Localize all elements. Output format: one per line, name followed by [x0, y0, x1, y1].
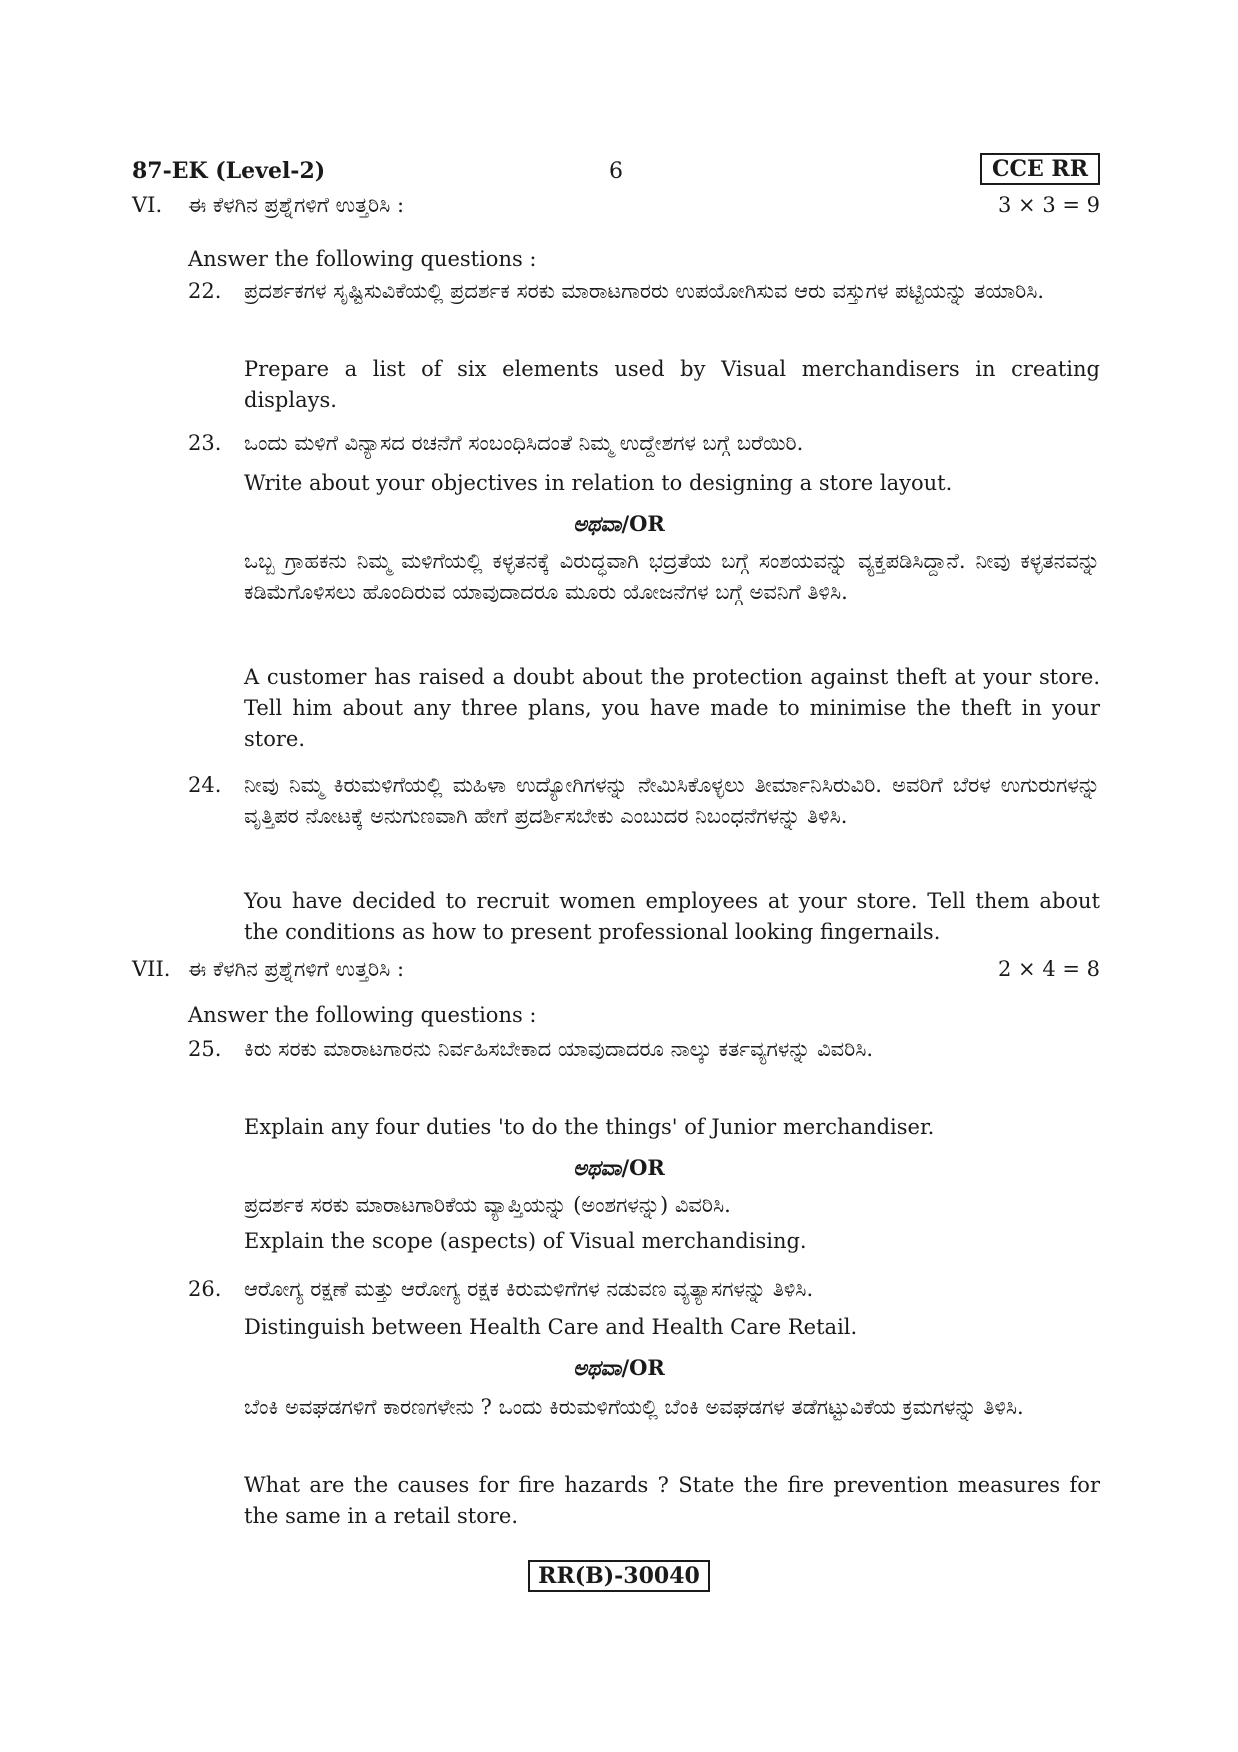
section-number: VI.	[132, 193, 163, 217]
section-marks: 2 × 4 = 8	[998, 957, 1100, 981]
question-text-kannada: ಕಿರು ಸರಕು ಮಾರಾಟಗಾರನು ನಿರ್ವಹಿಸಬೇಕಾದ ಯಾವುದಾದರೂ ನಾಲ್ಕು ಕರ್ತವ್ಯಗಳನ್ನು ವಿವರಿಸಿ.	[244, 1037, 874, 1061]
section-6-header	[132, 190, 1100, 224]
or-divider	[0, 508, 1238, 539]
page-footer	[0, 1560, 1238, 1592]
or-kannada: ಅಥವಾ	[573, 1355, 622, 1380]
alternative-text-kannada: ಒಬ್ಬ ಗ್ರಾಹಕನು ನಿಮ್ಮ ಮಳಿಗೆಯಲ್ಲಿ ಕಳ್ಳತನಕ್ಕೆ ವಿರುದ್ಧವಾಗಿ ಭದ್ರತೆಯ ಬಗ್ಗೆ ಸಂಶಯವನ್ನು ವ್ಯಕ್ತಪಡಿಸಿದ್ದಾನೆ. ನೀವು ಕಳ್ಳತನವನ್ನು ಕಡಿಮೆಗೊಳಿಸಲು ಹೊಂದಿರುವ ಯಾವುದಾದರೂ ಮೂರು ಯೋಜನೆಗಳ ಬಗ್ಗೆ ಅವನಿಗೆ ತಿಳಿಸಿ.	[244, 549, 1100, 604]
question-text-kannada: ಆರೋಗ್ಯ ರಕ್ಷಣೆ ಮತ್ತು ಆರೋಗ್ಯ ರಕ್ಷಕ ಕಿರುಮಳಿಗೆಗಳ ನಡುವಣ ವ್ಯತ್ಯಾಸಗಳನ್ನು ತಿಳಿಸಿ.	[244, 1277, 814, 1301]
section-7-header	[132, 954, 1100, 988]
or-english: /OR	[621, 511, 665, 536]
alternative-text-english: Explain the scope (aspects) of Visual merchandising.	[244, 1229, 807, 1253]
question-text-english: Prepare a list of six elements used by Visual merchandisers in creating displays.	[244, 357, 1100, 412]
or-kannada: ಅಥವಾ	[573, 1155, 622, 1180]
question-text-english: You have decided to recruit women employees at your store. Tell them about the conditions as how to present professional looking fingernails.	[244, 889, 1100, 944]
alternative-text-kannada: ಬೆಂಕಿ ಅವಘಡಗಳಿಗೆ ಕಾರಣಗಳೇನು ? ಒಂದು ಕಿರುಮಳಿಗೆಯಲ್ಲಿ ಬೆಂಕಿ ಅವಘಡಗಳ ತಡೆಗಟ್ಟುವಿಕೆಯ ಕ್ರಮಗಳನ್ನು ತಿಳಿಸಿ.	[244, 1395, 1024, 1419]
footer-code: RR(B)-30040	[528, 1560, 710, 1592]
alternative-text-kannada: ಪ್ರದರ್ಶಕ ಸರಕು ಮಾರಾಟಗಾರಿಕೆಯ ವ್ಯಾಪ್ತಿಯನ್ನು (ಅಂಶಗಳನ್ನು) ವಿವರಿಸಿ.	[244, 1193, 731, 1217]
or-english: /OR	[621, 1355, 665, 1380]
alternative-text-english: What are the causes for fire hazards ? State the fire prevention measures for the same in a retail store.	[244, 1473, 1100, 1528]
section-marks: 3 × 3 = 9	[998, 193, 1100, 217]
question-number: 24.	[188, 773, 222, 797]
question-text-english: Distinguish between Health Care and Health Care Retail.	[244, 1315, 858, 1339]
section-instruction-kannada: ಈ ಕೆಳಗಿನ ಪ್ರಶ್ನೆಗಳಿಗೆ ಉತ್ತರಿಸಿ :	[188, 957, 405, 981]
section-number: VII.	[132, 957, 171, 981]
paper-code: 87-EK (Level-2)	[132, 158, 326, 184]
question-text-kannada: ನೀವು ನಿಮ್ಮ ಕಿರುಮಳಿಗೆಯಲ್ಲಿ ಮಹಿಳಾ ಉದ್ಯೋಗಿಗಳನ್ನು ನೇಮಿಸಿಕೊಳ್ಳಲು ತೀರ್ಮಾನಿಸಿರುವಿರಿ. ಅವರಿಗೆ ಬೆರಳ ಉಗುರುಗಳನ್ನು ವೃತ್ತಿಪರ ನೋಟಕ್ಕೆ ಅನುಗುಣವಾಗಿ ಹೇಗೆ ಪ್ರದರ್ಶಿಸಬೇಕು ಎಂಬುದರ ನಿಬಂಧನೆಗಳನ್ನು ತಿಳಿಸಿ.	[244, 773, 1100, 828]
section-instruction-kannada: ಈ ಕೆಳಗಿನ ಪ್ರಶ್ನೆಗಳಿಗೆ ಉತ್ತರಿಸಿ :	[188, 193, 405, 217]
alternative-text-english: A customer has raised a doubt about the protection against theft at your store. Tell him about any three plans, you have made to minimise the theft in your store.	[244, 665, 1100, 751]
or-kannada: ಅಥವಾ	[573, 511, 622, 536]
page-number: 6	[609, 159, 623, 184]
section-instruction-english: Answer the following questions :	[188, 1003, 537, 1027]
question-number: 22.	[188, 279, 222, 303]
question-22	[188, 276, 1100, 338]
question-number: 23.	[188, 431, 222, 455]
series-badge: CCE RR	[980, 153, 1100, 185]
section-instruction-english: Answer the following questions :	[188, 247, 537, 271]
page-header	[132, 156, 1100, 186]
question-text-english: Explain any four duties 'to do the things' of Junior merchandiser.	[244, 1115, 935, 1139]
question-number: 26.	[188, 1277, 222, 1301]
question-text-kannada: ಪ್ರದರ್ಶಕಗಳ ಸೃಷ್ಟಿಸುವಿಕೆಯಲ್ಲಿ ಪ್ರದರ್ಶಕ ಸರಕು ಮಾರಾಟಗಾರರು ಉಪಯೋಗಿಸುವ ಆರು ವಸ್ತುಗಳ ಪಟ್ಟಿಯನ್ನು ತಯಾರಿಸಿ.	[244, 279, 1045, 303]
or-divider	[0, 1152, 1238, 1183]
question-text-english: Write about your objectives in relation to designing a store layout.	[244, 471, 953, 495]
question-text-kannada: ಒಂದು ಮಳಿಗೆ ವಿನ್ಯಾಸದ ರಚನೆಗೆ ಸಂಬಂಧಿಸಿದಂತೆ ನಿಮ್ಮ ಉದ್ದೇಶಗಳ ಬಗ್ಗೆ ಬರೆಯಿರಿ.	[244, 431, 804, 455]
or-english: /OR	[621, 1155, 665, 1180]
or-divider	[0, 1352, 1238, 1383]
question-number: 25.	[188, 1037, 222, 1061]
